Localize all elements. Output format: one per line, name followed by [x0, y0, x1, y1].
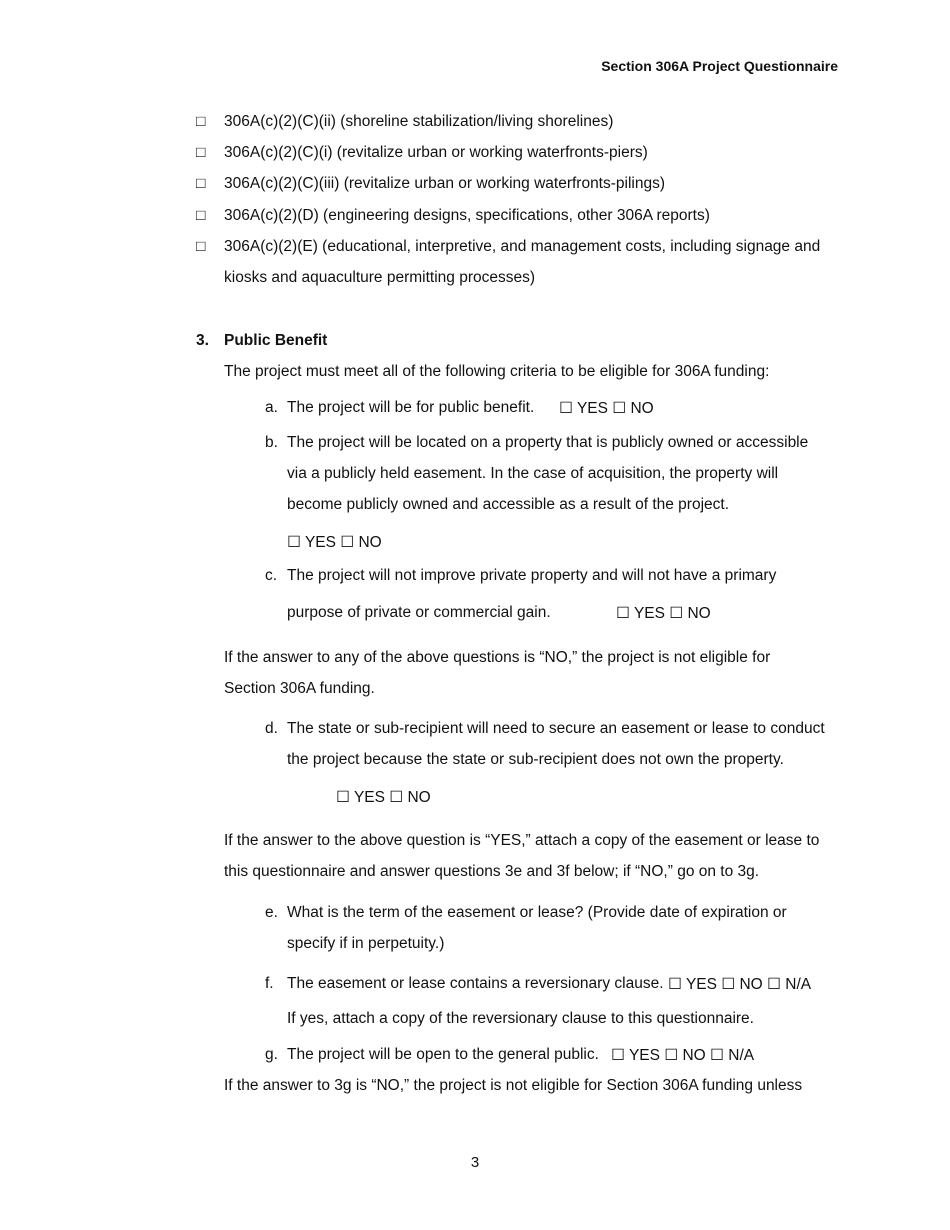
item-note-f: If yes, attach a copy of the reversionary clause to this questionnaire. — [287, 1010, 754, 1027]
note-yes-line1: If the answer to the above question is “YES,” attach a copy of the easement or lease to — [224, 832, 820, 849]
checklist-item-line2: kiosks and aquaculture permitting processes) — [224, 269, 536, 286]
no-label: NO — [358, 534, 382, 551]
no-label: NO — [630, 400, 654, 417]
yes-label: YES — [576, 400, 608, 417]
item-label-a: a. — [265, 399, 278, 416]
checklist-bullet-icon[interactable]: □ — [196, 113, 206, 130]
yes-checkbox[interactable]: ☐ — [336, 789, 350, 806]
item-text-c-line1: The project will not improve private property and will not have a primary — [287, 567, 777, 584]
checklist-item: 306A(c)(2)(D) (engineering designs, specifications, other 306A reports) — [224, 207, 710, 224]
no-checkbox[interactable]: ☐ — [721, 976, 736, 993]
checklist-item-line1: 306A(c)(2)(E) (educational, interpretive, and management costs, including signage and — [224, 238, 821, 255]
item-text-e-line2: specify if in perpetuity.) — [287, 935, 445, 952]
item-d-options — [336, 788, 431, 807]
item-text-b-line3: become publicly owned and accessible as a result of the project. — [287, 496, 729, 513]
yes-checkbox[interactable]: ☐ — [611, 1047, 625, 1064]
item-g-options — [611, 1046, 754, 1065]
item-text-f: The easement or lease contains a reversionary clause. — [287, 975, 664, 992]
item-text-d-line2: the project because the state or sub-recipient does not own the property. — [287, 751, 784, 768]
item-text-a: The project will be for public benefit. — [287, 399, 535, 416]
note-yes-line2: this questionnaire and answer questions 3e and 3f below; if “NO,” go on to 3g. — [224, 863, 760, 880]
item-text-b-line2: via a publicly held easement. In the case of acquisition, the property will — [287, 465, 779, 482]
yes-label: YES — [633, 605, 665, 622]
na-checkbox[interactable]: ☐ — [767, 976, 781, 993]
item-text-c-line2: purpose of private or commercial gain. — [287, 604, 551, 621]
yes-label: YES — [685, 976, 717, 993]
checklist-item: 306A(c)(2)(C)(i) (revitalize urban or working waterfronts-piers) — [224, 144, 648, 161]
yes-checkbox[interactable]: ☐ — [616, 605, 630, 622]
checklist-bullet-icon[interactable]: □ — [196, 238, 206, 255]
item-b-options — [287, 533, 382, 552]
item-c-options — [616, 604, 711, 623]
no-checkbox[interactable]: ☐ — [664, 1047, 679, 1064]
note-no-line1: If the answer to any of the above questions is “NO,” the project is not eligible for — [224, 649, 771, 666]
na-label: N/A — [728, 1047, 755, 1064]
item-f-options — [668, 975, 811, 994]
checklist-bullet-icon[interactable]: □ — [196, 207, 206, 224]
item-a-options — [559, 399, 654, 418]
no-label: NO — [687, 605, 711, 622]
item-text-d-line1: The state or sub-recipient will need to secure an easement or lease to conduct — [287, 720, 825, 737]
no-checkbox[interactable]: ☐ — [669, 605, 684, 622]
item-text-b-line1: The project will be located on a property that is publicly owned or accessible — [287, 434, 809, 451]
na-checkbox[interactable]: ☐ — [710, 1047, 724, 1064]
yes-label: YES — [353, 789, 385, 806]
yes-checkbox[interactable]: ☐ — [287, 534, 301, 551]
yes-label: YES — [304, 534, 336, 551]
no-label: NO — [407, 789, 431, 806]
item-label-c: c. — [265, 567, 278, 584]
no-checkbox[interactable]: ☐ — [389, 789, 404, 806]
item-label-e: e. — [265, 904, 278, 921]
item-text-e-line1: What is the term of the easement or lease? (Provide date of expiration or — [287, 904, 787, 921]
yes-checkbox[interactable]: ☐ — [559, 400, 573, 417]
item-label-g: g. — [265, 1046, 278, 1063]
yes-checkbox[interactable]: ☐ — [668, 976, 682, 993]
no-checkbox[interactable]: ☐ — [612, 400, 627, 417]
item-label-d: d. — [265, 720, 278, 737]
no-label: NO — [739, 976, 763, 993]
page-header: Section 306A Project Questionnaire — [601, 58, 838, 74]
no-label: NO — [682, 1047, 706, 1064]
item-label-f: f. — [265, 975, 274, 992]
na-label: N/A — [785, 976, 812, 993]
section-number: 3. — [196, 332, 209, 349]
yes-label: YES — [628, 1047, 660, 1064]
note-no-line2: Section 306A funding. — [224, 680, 375, 697]
checklist-item: 306A(c)(2)(C)(iii) (revitalize urban or working waterfronts-pilings) — [224, 175, 666, 192]
item-label-b: b. — [265, 434, 278, 451]
section-title: Public Benefit — [224, 332, 328, 349]
no-checkbox[interactable]: ☐ — [340, 534, 355, 551]
checklist-item: 306A(c)(2)(C)(ii) (shoreline stabilization/living shorelines) — [224, 113, 614, 130]
note-3g: If the answer to 3g is “NO,” the project is not eligible for Section 306A funding unless — [224, 1077, 803, 1094]
page-number: 3 — [470, 1154, 480, 1171]
checklist-bullet-icon[interactable]: □ — [196, 175, 206, 192]
item-text-g: The project will be open to the general public. — [287, 1046, 599, 1063]
checklist-bullet-icon[interactable]: □ — [196, 144, 206, 161]
section-intro: The project must meet all of the following criteria to be eligible for 306A funding: — [224, 363, 770, 380]
